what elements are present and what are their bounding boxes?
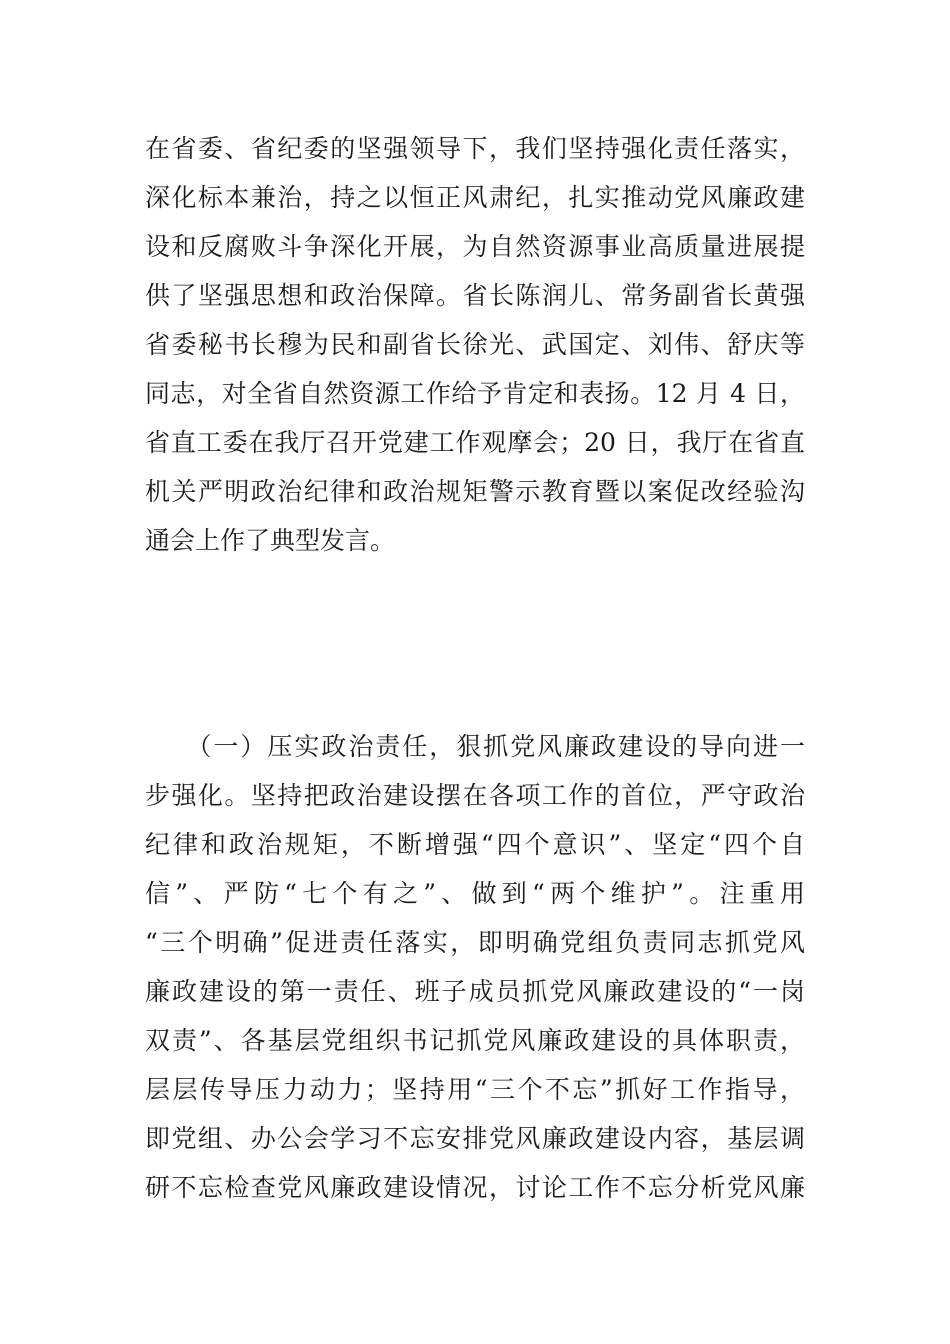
text-line: 层层传导压力动力；坚持用“三个不忘”抓好工作指导，: [145, 1075, 805, 1104]
text-line: 信”、严防“七个有之”、做到“两个维护”。注重用: [145, 879, 805, 908]
text-line: 深化标本兼治，持之以恒正风肃纪，扎实推动党风廉政建: [145, 183, 805, 212]
text-line: 即党组、办公会学习不忘安排党风廉政建设内容，基层调: [145, 1124, 805, 1153]
paragraph-intro: [145, 124, 805, 565]
text-line: 同志，对全省自然资源工作给予肯定和表扬。12 月 4 日，: [145, 379, 805, 408]
text-line: 步强化。坚持把政治建设摆在各项工作的首位，严守政治: [145, 781, 805, 810]
text-line: 在省委、省纪委的坚强领导下，我们坚持强化责任落实，: [145, 134, 805, 163]
text-line: “三个明确”促进责任落实，即明确党组负责同志抓党风: [145, 928, 805, 957]
section-heading-line: （一）压实政治责任，狠抓党风廉政建设的导向进一: [145, 732, 805, 761]
text-line: 双责”、各基层党组织书记抓党风廉政建设的具体职责，: [145, 1026, 805, 1055]
paragraph-section-one: [145, 722, 805, 1212]
text-line: 供了坚强思想和政治保障。省长陈润儿、常务副省长黄强: [145, 281, 805, 310]
text-line: 机关严明政治纪律和政治规矩警示教育暨以案促改经验沟: [145, 477, 805, 506]
text-line: 省直工委在我厅召开党建工作观摩会；20 日，我厅在省直: [145, 428, 805, 457]
text-line: 通会上作了典型发言。: [145, 526, 396, 555]
text-line: 设和反腐败斗争深化开展，为自然资源事业高质量进展提: [145, 232, 805, 261]
text-line: 廉政建设的第一责任、班子成员抓党风廉政建设的“一岗: [145, 977, 805, 1006]
text-line: 省委秘书长穆为民和副省长徐光、武国定、刘伟、舒庆等: [145, 330, 805, 359]
text-line: 纪律和政治规矩，不断增强“四个意识”、坚定“四个自: [145, 830, 805, 859]
text-line: 研不忘检查党风廉政建设情况，讨论工作不忘分析党风廉: [145, 1173, 805, 1202]
